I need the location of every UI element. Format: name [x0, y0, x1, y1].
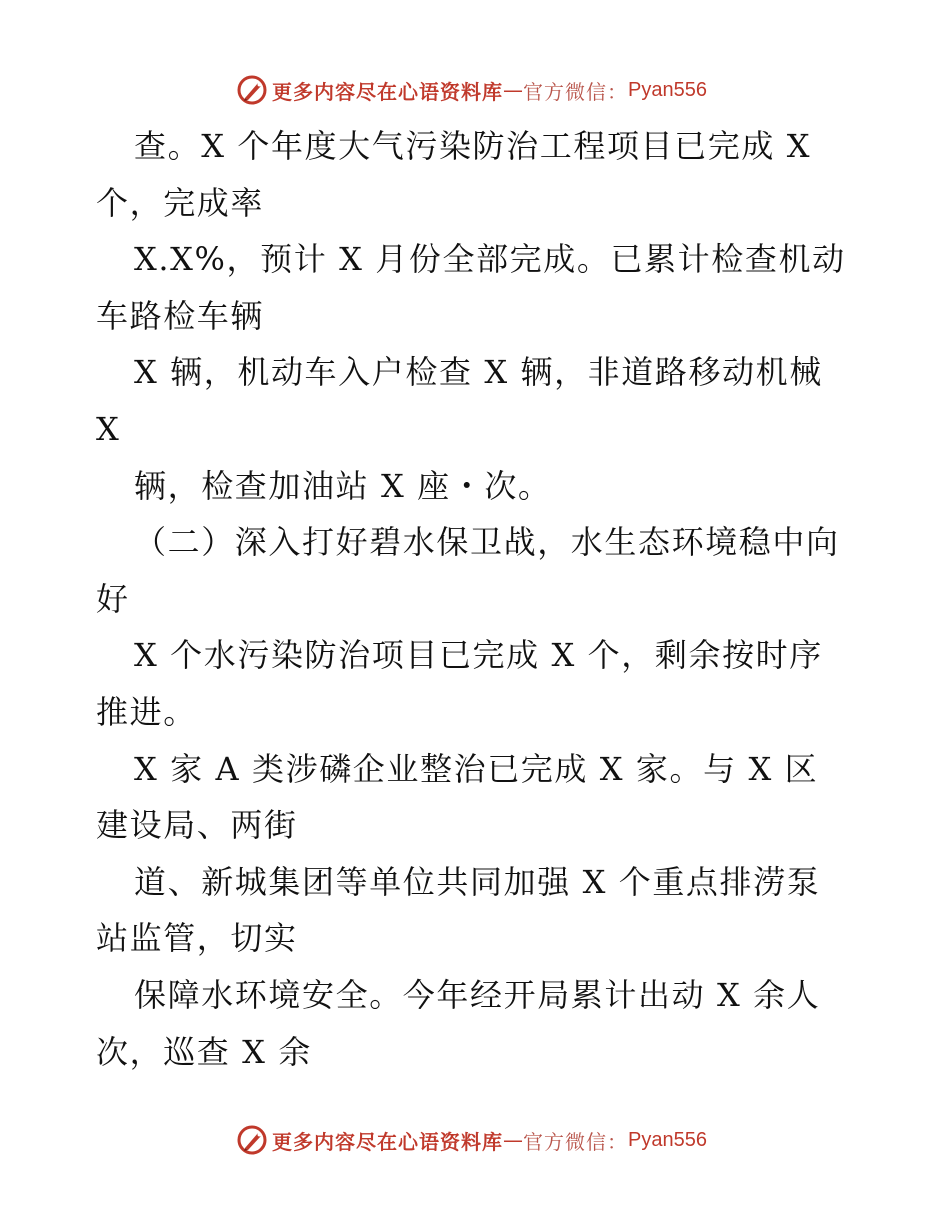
- text-line: 次，巡查 X 余: [96, 1032, 312, 1071]
- text-line: 推进。: [96, 692, 197, 731]
- text-line: X 个水污染防治项目已完成 X 个，剩余按时序: [134, 636, 823, 675]
- watermark-id: Pyan556: [628, 78, 707, 101]
- pen-circle-logo-icon: [236, 74, 268, 106]
- text-line: 查。X 个年度大气污染防治工程项目已完成 X: [134, 127, 812, 165]
- text-line: 好: [96, 579, 130, 618]
- watermark-label: 官方微信：: [523, 1129, 628, 1154]
- text-line: X.X%，预计 X 月份全部完成。已累计检查机动: [134, 240, 846, 279]
- text-line: X 家 A 类涉磷企业整治已完成 X 家。与 X 区: [134, 749, 819, 788]
- text-line: 站监管，切实: [96, 919, 298, 958]
- watermark-main-text: 更多内容尽在心语资料库: [272, 79, 503, 104]
- pen-circle-logo-icon: [236, 1124, 268, 1156]
- text-line: X: [96, 409, 121, 448]
- watermark-id: Pyan556: [628, 1128, 707, 1151]
- text-line: 保障水环境安全。今年经开局累计出动 X 余人: [134, 975, 821, 1014]
- watermark-main-text: 更多内容尽在心语资料库: [272, 1129, 503, 1154]
- text-line: 辆，检查加油站 X 座・次。: [134, 466, 552, 505]
- text-line: X 辆，机动车入户检查 X 辆，非道路移动机械: [134, 353, 823, 392]
- header-watermark: [236, 73, 707, 107]
- footer-watermark: [236, 1123, 707, 1157]
- text-line: 个，完成率: [96, 183, 265, 222]
- text-line: 建设局、两街: [96, 806, 298, 845]
- watermark-dash: —: [503, 78, 523, 102]
- text-line: 道、新城集团等单位共同加强 X 个重点排涝泵: [134, 862, 821, 901]
- document-body: [96, 118, 856, 1080]
- watermark-dash: —: [503, 1128, 523, 1152]
- text-line: 车路检车辆: [96, 296, 265, 335]
- section-heading: （二）深入打好碧水保卫战，水生态环境稳中向: [134, 523, 840, 562]
- watermark-label: 官方微信：: [523, 79, 628, 104]
